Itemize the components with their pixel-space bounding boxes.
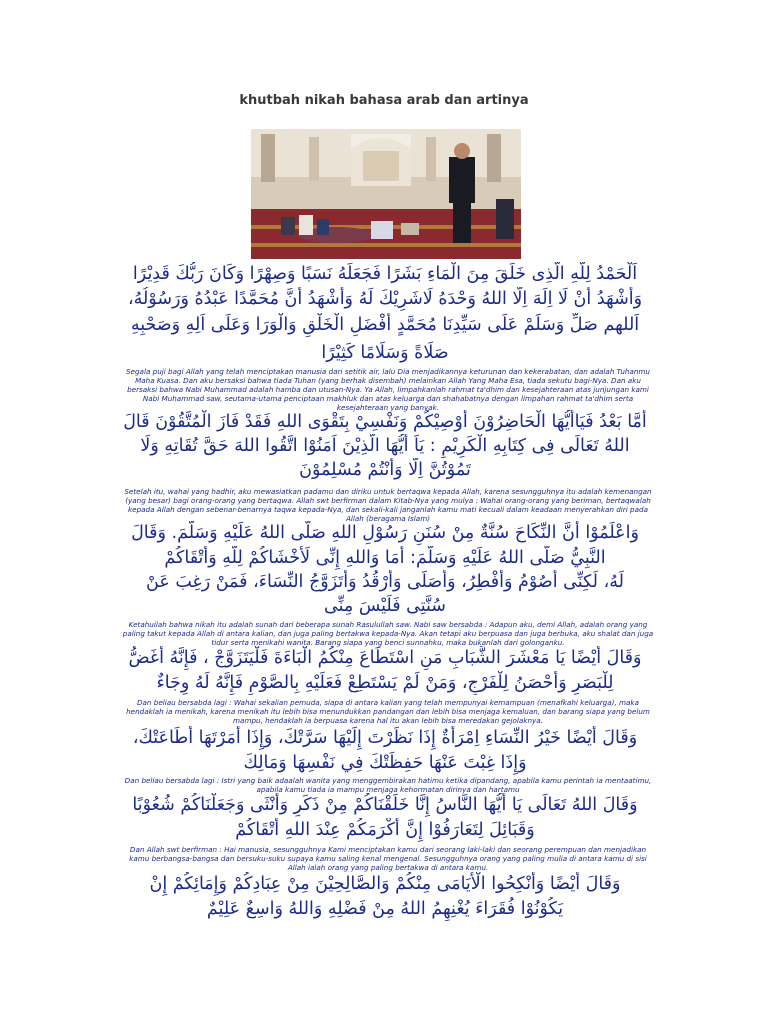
arabic-line: وَقَبَائِلَ لِتَعَارَفُوْا إِنَّ أَكْرَمَكُمْ عِنْدَ اللهِ أَتْقَاكُمْ (235, 820, 535, 840)
arabic-line: وَقَالَ أَيْضًا يَا مَعْشَرَ الشَّبَابِ مَنِ اسْتَطَاعَ مِنْكُمُ الْبَاءَةَ فَلْيَتَزَوَّجْ ، فَإِنَّهُ أَغَضُّ (128, 648, 642, 668)
arabic-line: يَكُوْنُوْا فُقَرَاءَ يُغْنِهِمُ اللهُ مِنْ فَضْلِهِ وَاللهُ وَاسِعٌ عَلِيْمٌ (206, 899, 564, 919)
arabic-line: اللهُ تَعَالَى فِى كِتَابِهِ الْكَرِيْمِ : يَاَ أَيُّهَا الَّذِيْنَ اَمَنُوْا اتَّقُوا اللهَ حَقَّ تُقَاتِهِ وَلَا (140, 436, 630, 456)
arabic-line: وَقَالَ اللهُ تَعَالَى يَا أَيُّهَا النَّاسُ إِنَّا خَلَقْنَاكُمْ مِنْ ذَكَرٍ وَأُنْثَى وَجَعَلْنَاكُمْ شُعُوْبًا (132, 795, 638, 815)
translation-line: Ketahuilah bahwa nikah itu adalah sunah dari beberapa sunah Rasulullah saw. Nabi saw bersabda : Adapun aku, demi Allah, adalah orang yang (128, 620, 648, 629)
translation-line: kamu berbangsa-bangsa dan bersuku-suku supaya kamu saling kenal mengenal. Sesungguhnya orang yang paling mulia di antara kamu di sisi (129, 854, 647, 863)
arabic-line: تَمُوْتُنَّ اِلَّا وَأَنْتُمْ مُسْلِمُوْنَ (299, 460, 471, 480)
arabic-line: وَاعْلَمُوْا أَنَّ النِّكَاحَ سُنَّةٌ مِنْ سُنَنِ رَسُوْلِ اللهِ صَلَّى اللهُ عَلَيْهِ وَسَلَّمَ. وَقَالَ (131, 523, 639, 543)
translation-line: apabila kamu tiada ia mampu menjaga kehormatan dirinya dan hartamu (256, 785, 520, 794)
arabic-line: سُنَّتِى فَلَيْسَ مِنِّى (324, 596, 446, 616)
translation-line: mampu, hendaklah ia berpuasa karena hal itu akan lebih bisa meredakan gejolaknya. (233, 716, 543, 725)
translation-line: Allah (beragama Islam) (345, 514, 431, 523)
translation-line: Dan beliau bersabda lagi : Istri yang baik adaalah wanita yang menggembirakan hatimu ketika dipandang, apabila kamu perintah ia mentaatimu, (124, 776, 652, 785)
arabic-line: لَهُ، لَكِنِّى أَصُوْمُ وَأُفْطِرُ، وَأُصَلِّى وَأَرْقُدُ وَأَتَزَوَّجُ النِّسَاءَ، فَمَنْ رَغِبَ عَنْ (146, 572, 624, 592)
translation-line: Maha Kuasa. Dan aku bersaksi bahwa tiada Tuhan (yang berhak disembah) melainkan Allah Yang Maha Esa, tiada sekutu bagi-Nya. Dan aku (135, 376, 641, 385)
translation-line: kepada Allah dengan sebenar-benarnya taqwa kepada-Nya, dan sekali-kali janganlah kamu mati kecuali dalam keadaan menyerahkan diri pada (128, 505, 648, 514)
arabic-line: النَّبِيُّ صَلَّى اللهُ عَلَيْهِ وَسَلَّمَ: أَمَا وَاللهِ إِنِّى لَأَخْشَاكُمْ لِلَّهِ وَأَتْقَاكُمْ (164, 548, 606, 568)
page-title: khutbah nikah bahasa arab dan artinya (239, 93, 529, 108)
mosque-interior-image (251, 129, 521, 259)
arabic-line: صَلَاةً وَسَلَامًا كَثِيْرًا (321, 343, 449, 363)
arabic-line: وَإِذَا غِبْتَ عَنْهَا حَفِظَتْكَ فِي نَفْسِهَا وَمَالِكَ (243, 753, 527, 773)
arabic-line: وَقَالَ أَيْضًا خَيْرُ النِّسَاءِ اِمْرَأَةٌ إِذَا نَظَرْتَ إِلَيْهَا سَرَّتْكَ، وَإِذَا أَمَرْتَهَا أَطَاعَتْكَ، (132, 728, 638, 748)
translation-line: (yang besar) bagi orang-orang yang bertaqwa. Allah swt berfirman dalam Kitab-Nya yang mulya : Wahai orang-orang yang beriman, bertaqwalah (125, 496, 651, 505)
translation-line: Segala puji bagi Allah yang telah menciptakan manusia dari setitik air, lalu Dia menjadikannya keturunan dan kekerabatan, dan adalah Tuhanmu (126, 367, 650, 376)
wedding-ceremony-photo (251, 129, 521, 259)
arabic-line: لِلْبَصَرِ وَأَحْصَنُ لِلْفَرْجِ، وَمَنْ لَمْ يَسْتَطِعْ فَعَلَيْهِ بِالصَّوْمِ فَإِنَّهُ لَهُ وِجَاءٌ (156, 673, 614, 693)
translation-line: tidur serta menikahi wanita. Barang siapa yang benci sunnahku, maka bukanlah dari golonganku. (211, 638, 565, 647)
arabic-line: اَللهم صَلِّ وَسَلِّمْ عَلَى سَيِّدِنَا مُحَمَّدٍ أَفْضَلِ الْخَلْقِ وَالْوَرَا وَعَلَى اَلِهِ وَصَحْبِهِ (130, 315, 640, 335)
arabic-line: اَلْحَمْدُ لِلَّهِ الَّذِى خَلَقَ مِنَ الْمَاءِ بَشَرًا فَجَعَلَهُ نَسَبًا وَصِهْرًا وَكَانَ رَبُّكَ قَدِيْرًا (132, 264, 638, 284)
translation-line: Dan beliau bersabda lagi : Wahai sekalian pemuda, siapa di antara kalian yang telah mempunyai kemampuan (menafkahi keluarga), maka (136, 698, 639, 707)
translation-line: Dan Allah swt berfirman : Hai manusia, sesungguhnya Kami menciptakan kamu dari seorang laki-laki dan seorang perempuan dan menjadikan (129, 845, 647, 854)
translation-line: paling takut kepada Allah di antara kalian, dan juga paling bertakwa kepada-Nya. Akan tetapi aku berpuasa dan juga berbuka, aku shalat dan juga (122, 629, 654, 638)
arabic-line: وَأَشْهَدُ أَنْ لَا اِلَهَ اِلَّا اللهُ وَحْدَهُ لَاشَرِيْكَ لَهُ وَأَشْهَدُ أَنَّ مُحَمَّدًا عَبْدُهُ وَرَسُوْلُهُ، (127, 289, 643, 309)
translation-line: Allah ialah orang yang paling bertakwa di antara kamu. (287, 863, 489, 872)
arabic-line: أَمَّا بَعْدُ فَيَاأَيُّهَا الْحَاضِرُوْنَ أُوْصِيْكُمْ وَنَفْسِيْ بِتَقْوَى اللهِ فَقَدْ فَازَ الْمُتَّقُوْنَ قَالَ (123, 412, 647, 432)
arabic-line: وَقَالَ أَيْضًا وَأَنْكِحُوا الْأَيَامَى مِنْكُمْ وَالصَّالِحِيْنَ مِنْ عِبَادِكُمْ وَإِمَائِكُمْ إِنْ (149, 874, 621, 894)
translation-line: Nabi Muhammad saw, seutama-utama penciptaan makhluk dan atas keluarga dan shahabatnya dengan limpahan rahmat ta'dhim serta (142, 394, 634, 403)
translation-line: hendaklah ia menikah, karena menikah itu lebih bisa menundukkan pandangan dan lebih bisa menjaga kemaluan, dan barang siapa yang belum (126, 707, 650, 716)
translation-line: Setelah itu, wahai yang hadhir, aku mewasiatkan padamu dan diriku untuk bertaqwa kepada Allah, karena sesungguhnya itu adalah kemenangan (124, 487, 652, 496)
translation-line: bersaksi bahwa Nabi Muhammad adalah hamba dan utusan-Nya. Ya Allah, limpahkanlah rahmat ta'dhim dan kesejahteraan atas junjungan kami (127, 385, 649, 394)
translation-line: kesejahteraan yang banyak. (336, 403, 440, 412)
